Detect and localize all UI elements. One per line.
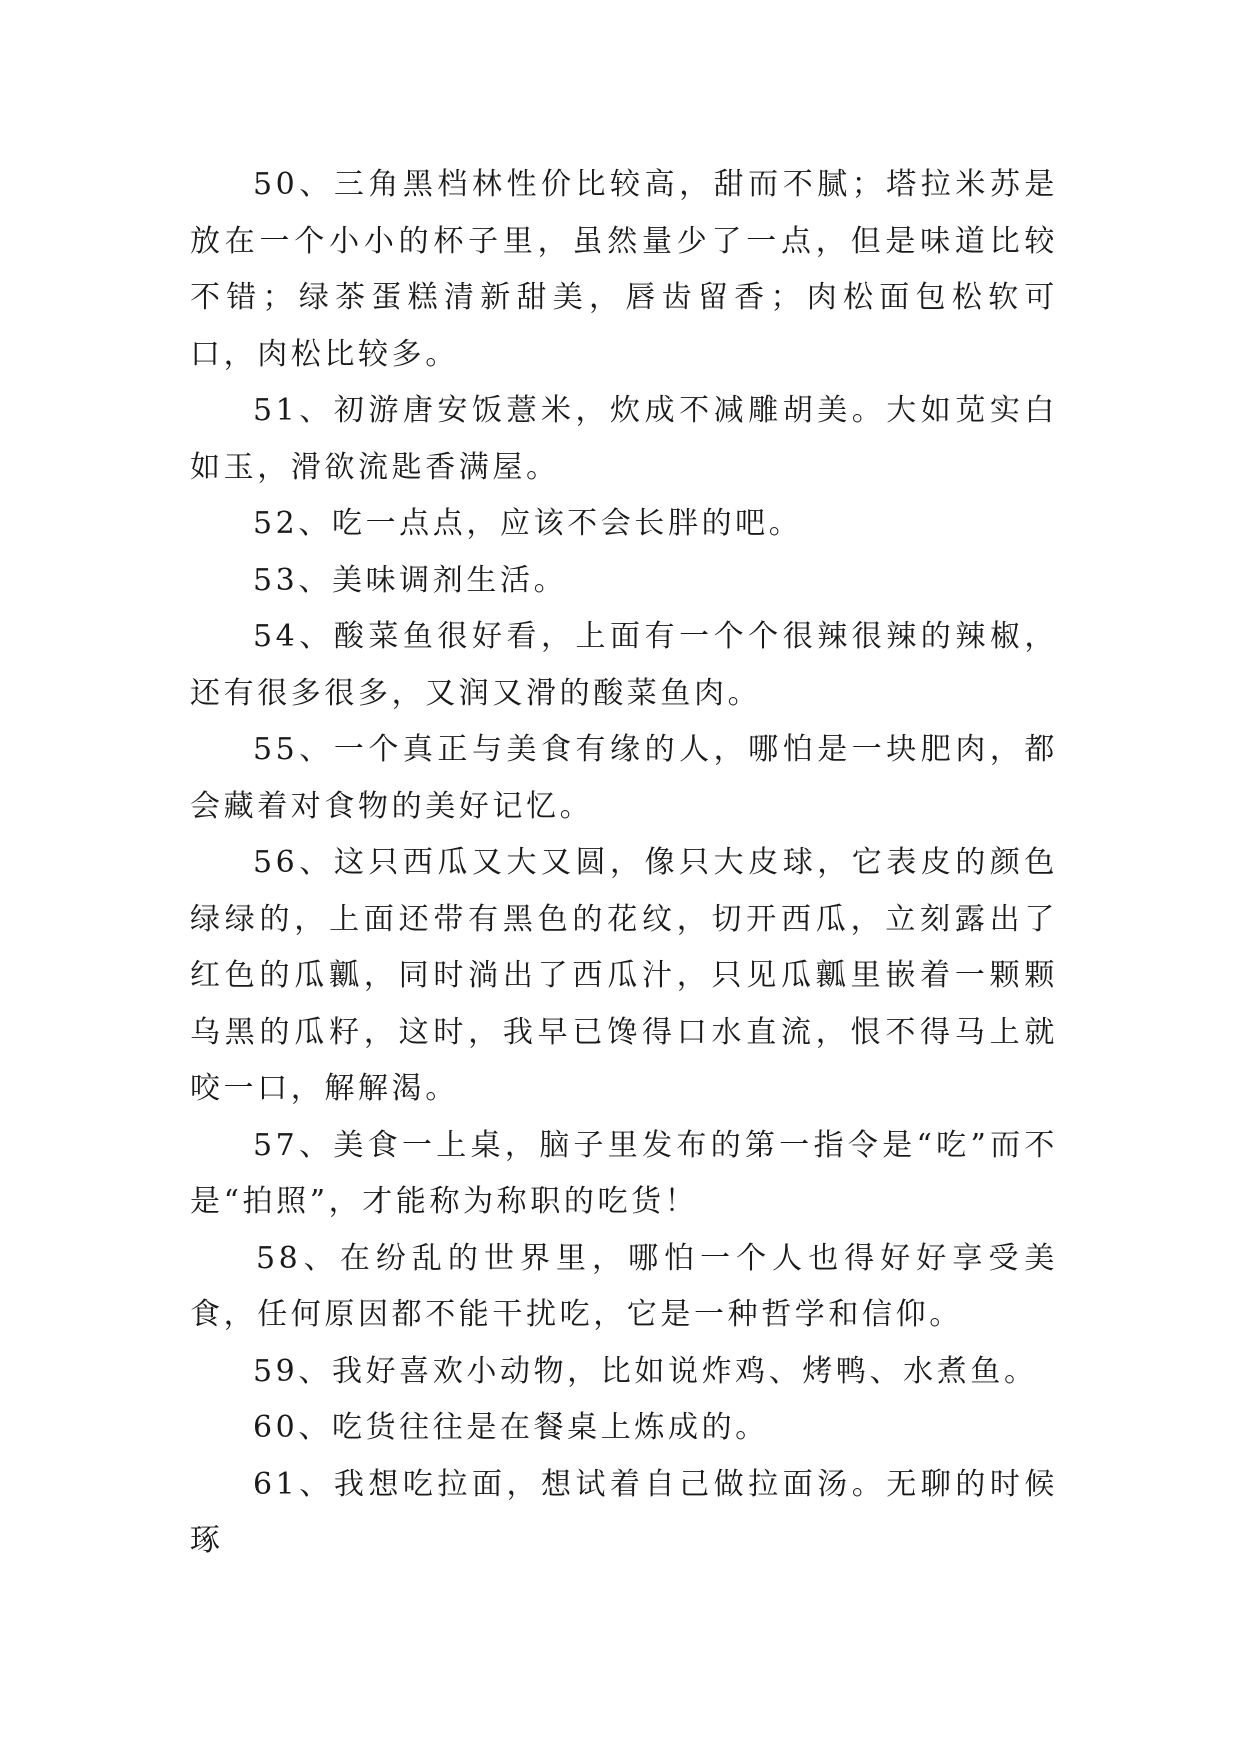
paragraph-58: 58、在纷乱的世界里，哪怕一个人也得好好享受美食，任何原因都不能干扰吃，它是一种哲学和信仰。 [190, 1240, 1058, 1332]
paragraph-61: 61、我想吃拉面，想试着自己做拉面汤。无聊的时候琢 [190, 1466, 1058, 1558]
paragraph-51: 51、初游唐安饭薏米，炊成不减雕胡美。大如苋实白如玉，滑欲流匙香满屋。 [190, 393, 1058, 485]
paragraph-53: 53、美味调剂生活。 [253, 562, 568, 598]
paragraph-54: 54、酸菜鱼很好看，上面有一个个很辣很辣的辣椒，还有很多很多，又润又滑的酸菜鱼肉。 [190, 619, 1058, 711]
document-body [190, 157, 1058, 1570]
paragraph-50: 50、三角黑档林性价比较高，甜而不腻；塔拉米苏是放在一个小小的杯子里，虽然量少了一点，但是味道比较不错；绿茶蛋糕清新甜美，唇齿留香；肉松面包松软可口，肉松比较多。 [190, 167, 1058, 372]
paragraph-56: 56、这只西瓜又大又圆，像只大皮球，它表皮的颜色绿绿的，上面还带有黑色的花纹，切开西瓜，立刻露出了红色的瓜瓤，同时淌出了西瓜汁，只见瓜瓤里嵌着一颗颗乌黑的瓜籽，这时，我早已馋得口水直流，恨不得马上就咬一口，解解渴。 [190, 845, 1058, 1106]
paragraph-55: 55、一个真正与美食有缘的人，哪怕是一块肥肉，都会藏着对食物的美好记忆。 [190, 732, 1058, 824]
paragraph-57: 57、美食一上桌，脑子里发布的第一指令是“吃”而不是“拍照”，才能称为称职的吃货！ [190, 1127, 1058, 1219]
paragraph-52: 52、吃一点点，应该不会长胖的吧。 [253, 506, 803, 541]
paragraph-60: 60、吃货往往是在餐桌上炼成的。 [253, 1410, 769, 1445]
paragraph-59: 59、我好喜欢小动物，比如说炸鸡、烤鸭、水煮鱼。 [253, 1353, 1038, 1389]
